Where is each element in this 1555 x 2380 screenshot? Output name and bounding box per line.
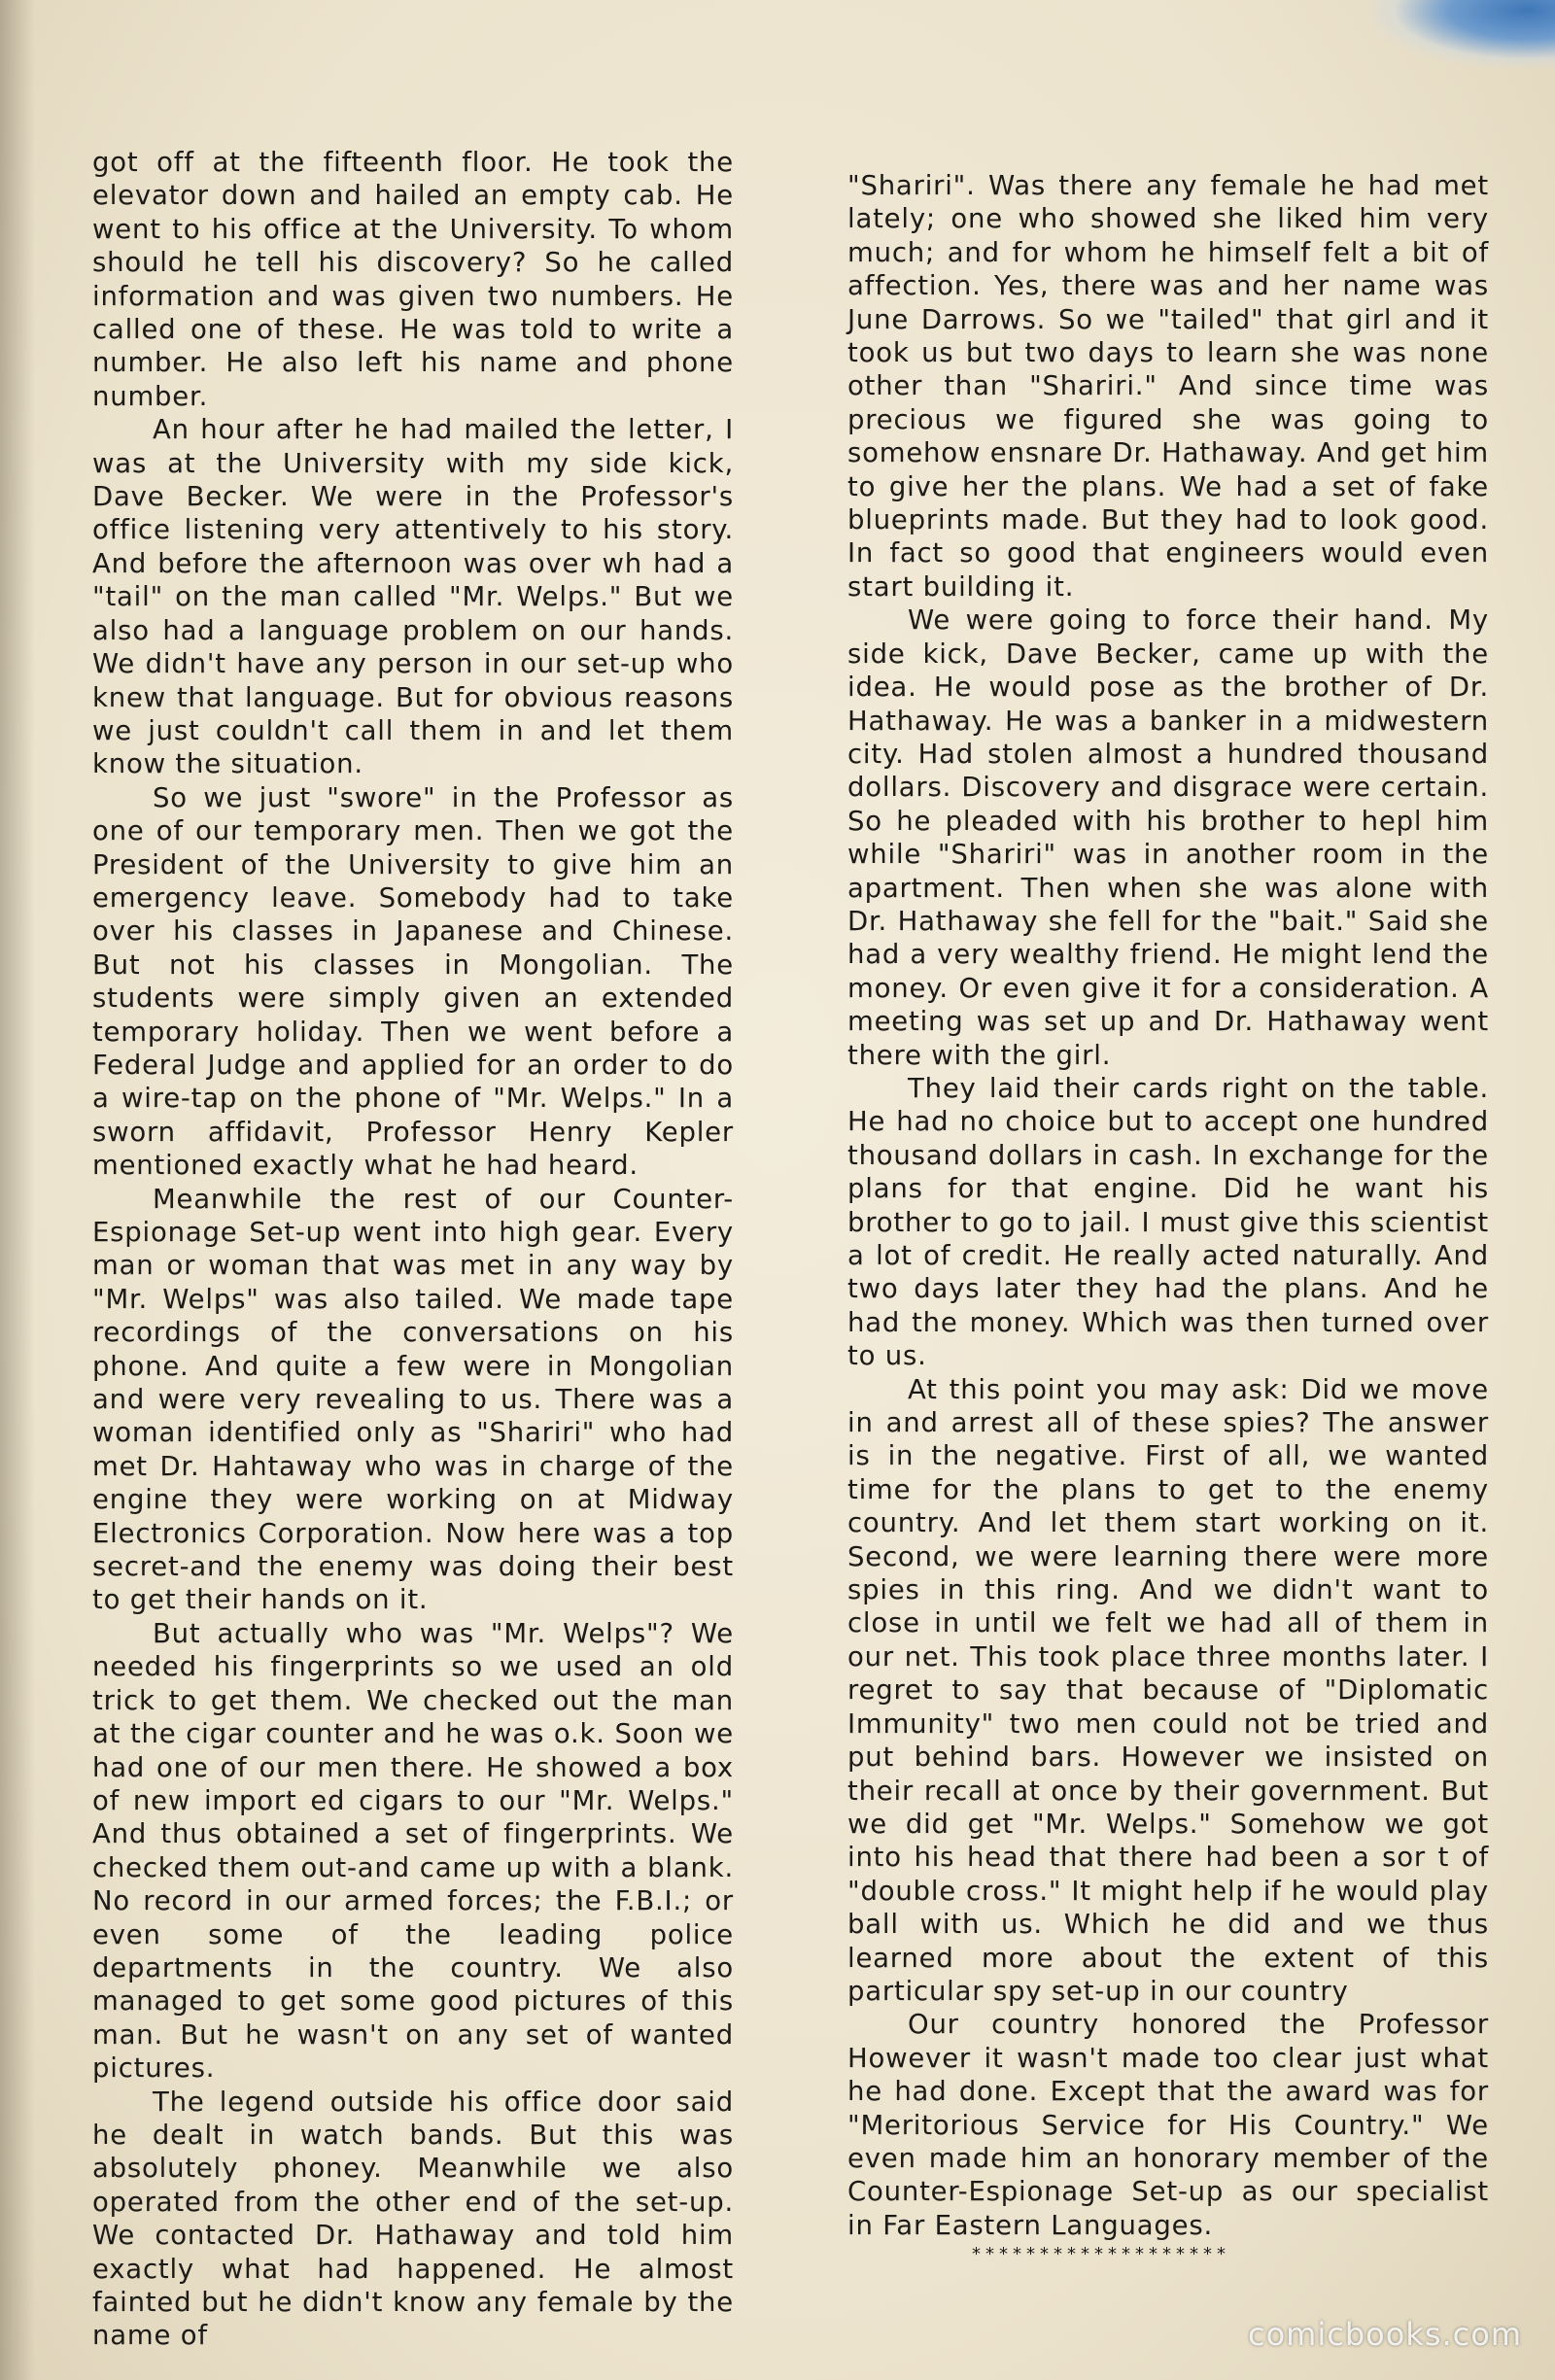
left-text-column xyxy=(92,146,734,2353)
corner-stain xyxy=(1370,0,1555,68)
story-end-marker: ******************* xyxy=(972,2244,1230,2265)
paragraph: "Shariri". Was there any female he had met lately; one who showed she liked him very much; and for whom he himself felt a bit of affection. Yes, there was and her name was June Darrows. So we "tailed" that girl and it took us but two days to learn she was none other than "Shariri." And since time was precious we figured she was going to somehow ensnare Dr. Hathaway. And get him to give her the plans. We had a set of fake blueprints made. But they had to look good. In fact so good that engineers would even start building it. xyxy=(847,170,1489,603)
paragraph: We were going to force their hand. My side kick, Dave Becker, came up with the idea. He would pose as the brother of Dr. Hathaway. He was a banker in a midwestern city. Had stolen almost a hundred thousand dollars. Discovery and disgrace were certain. So he pleaded with his brother to hepl him while "Shariri" was in another room in the apartment. Then when she was alone with Dr. Hathaway she fell for the "bait." Said she had a very wealthy friend. He might lend the money. Or even give it for a consideration. A meeting was set up and Dr. Hathaway went there with the girl. xyxy=(847,604,1489,1071)
paragraph: At this point you may ask: Did we move in and arrest all of these spies? The answer is in the negative. First of all, we wanted time for the plans to get to the enemy country. And let them start working on it. Second, we were learning there were more spies in this ring. And we didn't want to close in until we felt we had all of them in our net. This took place three months later. I regret to say that because of "Diplomatic Immunity" two men could not be tried and put behind bars. However we insisted on their recall at once by their government. But we did get "Mr. Welps." Somehow we got into his head that there had been a sor t of "double cross." It might help if he would play ball with us. Which he did and we thus learned more about the extent of this particular spy set-up in our country xyxy=(847,1373,1489,2007)
binding-shadow xyxy=(0,0,35,2380)
paragraph: Our country honored the Professor However it wasn't made too clear just what he had done. Except that the award was for "Meritorious Service for His Country." We even made him an honorary member of the Counter-Espionage Set-up as our specialist in Far Eastern Languages. xyxy=(847,2009,1489,2241)
paragraph: An hour after he had mailed the letter, I was at the University with my side kick, Dave Becker. We were in the Professor's office listening very attentively to his story. And before the afternoon was over wh had a "tail" on the man called "Mr. Welps." But we also had a language problem on our hands. We didn't have any person in our set-up who knew that language. But for obvious reasons we just couldn't call them in and let them know the situation. xyxy=(92,414,734,780)
paragraph: They laid their cards right on the table. He had no choice but to accept one hundred thousand dollars in cash. In exchange for the plans for that engine. Did he want his brother to go to jail. I must give this scientist a lot of credit. He really acted naturally. And two days later they had the plans. And he had the money. Which was then turned over to us. xyxy=(847,1072,1489,1372)
paragraph: But actually who was "Mr. Welps"? We needed his fingerprints so we used an old trick to get them. We checked out the man at the cigar counter and he was o.k. Soon we had one of our men there. He showed a box of new import ed cigars to our "Mr. Welps." And thus obtained a set of fingerprints. We checked them out-and came up with a blank. No record in our armed forces; the F.B.I.; or even some of the leading police departments in the country. We also managed to get some good pictures of this man. But he wasn't on any set of wanted pictures. xyxy=(92,1617,734,2085)
paragraph: got off at the fifteenth floor. He took the elevator down and hailed an empty cab. He went to his office at the University. To whom should he tell his discovery? So he called information and was given two numbers. He called one of these. He was told to write a number. He also left his name and phone number. xyxy=(92,147,734,412)
site-watermark: comicbooks.com xyxy=(1247,2316,1522,2353)
paragraph: So we just "swore" in the Professor as one of our temporary men. Then we got the President of the University to give him an emergency leave. Somebody had to take over his classes in Japanese and Chinese. But not his classes in Mongolian. The students were simply given an extended temporary holiday. Then we went before a Federal Judge and applied for an order to do a wire-tap on the phone of "Mr. Welps." In a sworn affidavit, Professor Henry Kepler mentioned exactly what he had heard. xyxy=(92,781,734,1182)
paragraph: Meanwhile the rest of our Counter-Espionage Set-up went into high gear. Every man or woman that was met in any way by "Mr. Welps" was also tailed. We made tape recordings of the conversations on his phone. And quite a few were in Mongolian and were very revealing to us. There was a woman identified only as "Shariri" who had met Dr. Hahtaway who was in charge of the engine they were working on at Midway Electronics Corporation. Now here was a top secret-and the enemy was doing their best to get their hands on it. xyxy=(92,1183,734,1616)
paragraph: The legend outside his office door said he dealt in watch bands. But this was absolutely phoney. Meanwhile we also operated from the other end of the set-up. We contacted Dr. Hathaway and told him exactly what had happened. He almost fainted but he didn't know any female by the name of xyxy=(92,2086,734,2352)
right-text-column xyxy=(847,169,1489,2265)
